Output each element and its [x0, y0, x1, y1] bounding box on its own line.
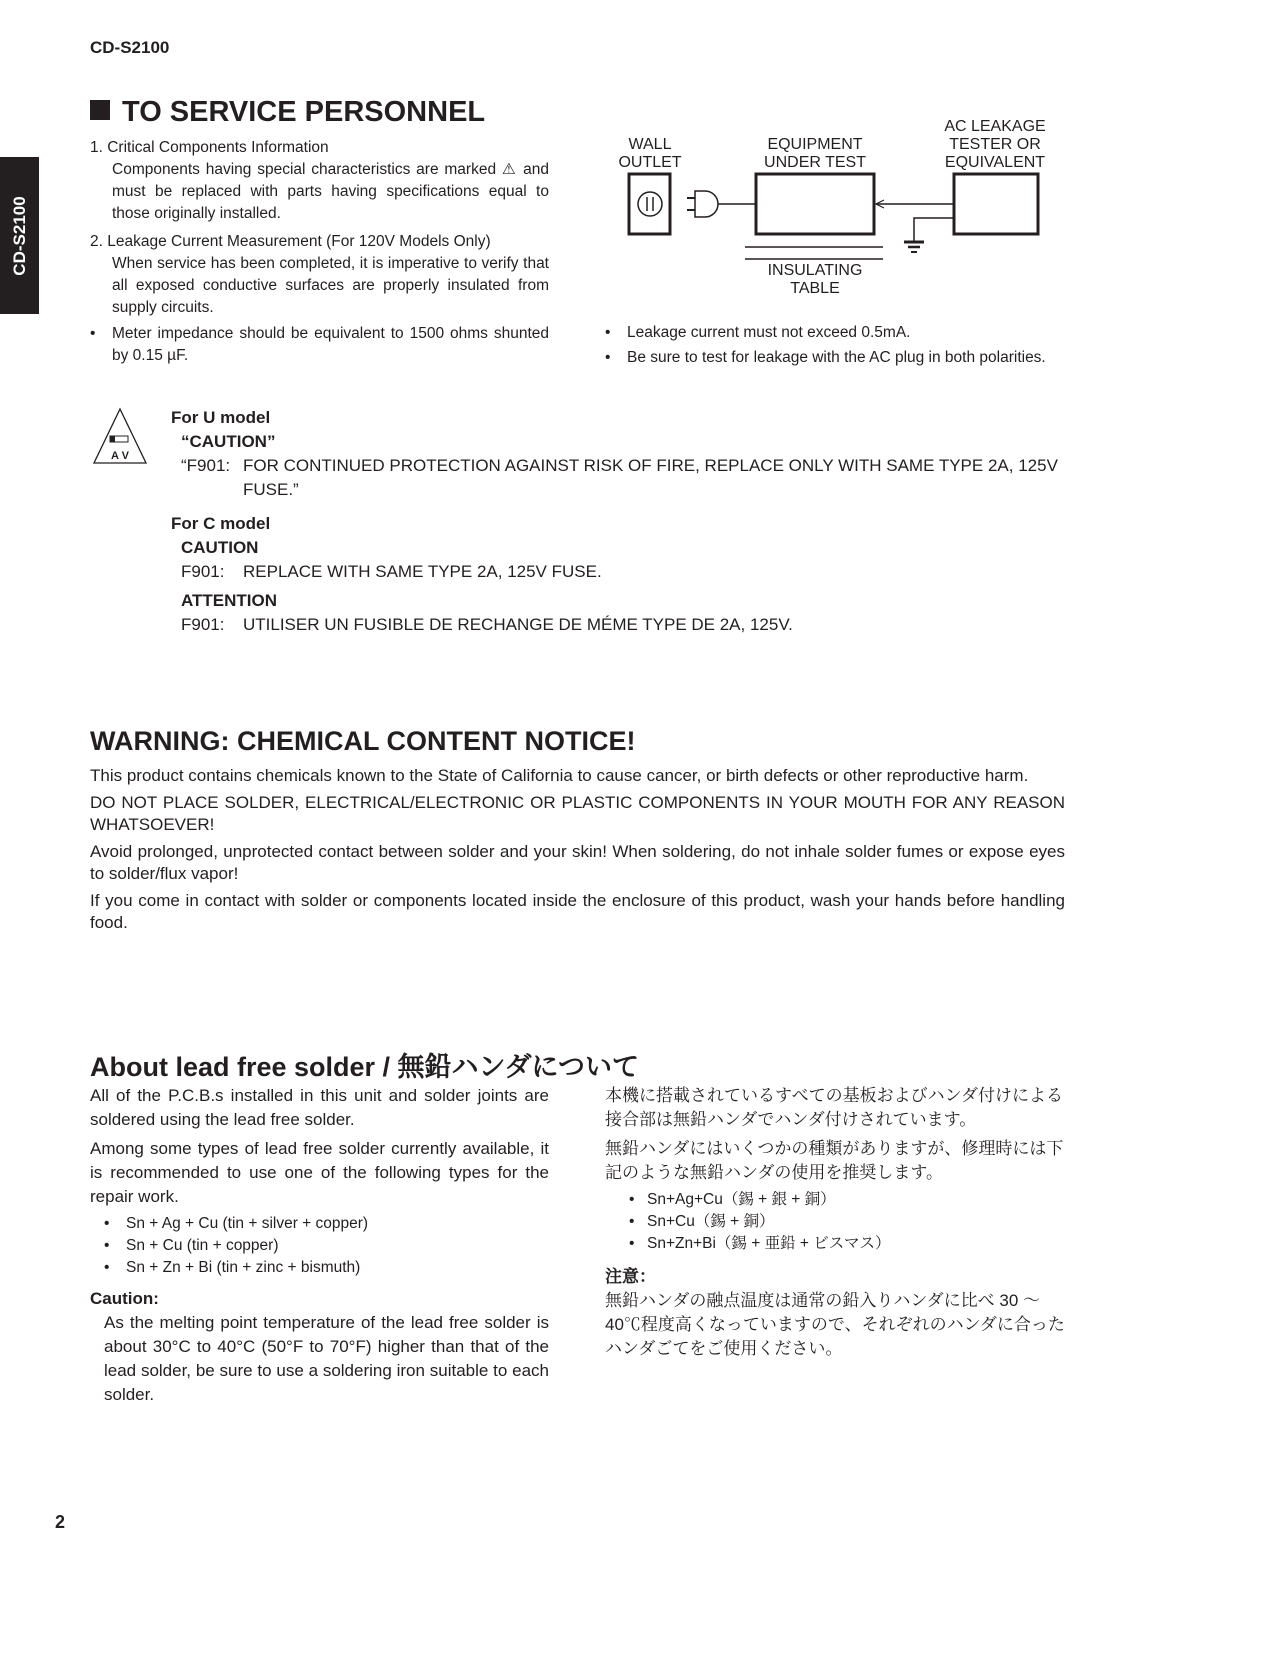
lead-jp-list — [605, 1189, 1065, 1255]
insulating-table-icon — [745, 247, 883, 259]
list-text: Sn+Cu（錫 + 銅） — [647, 1213, 775, 1230]
side-tab — [0, 157, 39, 314]
list-item: • Sn+Ag+Cu（錫 + 銀 + 銅） — [629, 1189, 1065, 1211]
item2-text: When service has been completed, it is imperative to verify that all exposed conductive surfaces are properly insulated from supply circuits. — [112, 255, 549, 316]
warning-paragraph: Avoid prolonged, unprotected contact between solder and your skin! When soldering, do not inhale solder fumes or expose eyes to solder/flux vapor! — [90, 842, 1065, 883]
fuse-text: UTILISER UN FUSIBLE DE RECHANGE DE MÉME TYPE DE 2A, 125V. — [243, 615, 793, 634]
fuse-symbol-label: A V — [111, 450, 129, 462]
fuse-warning-icon — [92, 407, 148, 467]
leakage-bullets — [605, 320, 1075, 370]
page-number: 2 — [55, 1512, 66, 1532]
warning-title: WARNING: CHEMICAL CONTENT NOTICE! — [90, 726, 636, 756]
lead-jp — [605, 1084, 1065, 1361]
list-item: • Sn+Zn+Bi（錫 + 亜鉛 + ビスマス） — [629, 1233, 1065, 1255]
list-text: Sn+Ag+Cu（錫 + 銀 + 銅） — [647, 1191, 836, 1208]
bullet-text: Be sure to test for leakage with the AC plug in both polarities. — [627, 349, 1046, 366]
fuse-key: F901: — [181, 562, 225, 581]
c-caution-label: CAUTION — [181, 538, 259, 557]
u-fuse-line — [171, 454, 1065, 502]
lead-jp-caution-label: 注意： — [605, 1267, 656, 1286]
warning-paragraph: This product contains chemicals known to the State of California to cause cancer, or birth defects or other reproductive harm. — [90, 766, 1029, 785]
warning-text — [90, 765, 1065, 939]
lead-en-p1: All of the P.C.B.s installed in this unit and solder joints are soldered using the lead free solder. — [90, 1086, 549, 1129]
list-item: • Sn + Zn + Bi (tin + zinc + bismuth) — [104, 1257, 549, 1279]
lead-jp-caution-text: 無鉛ハンダの融点温度は通常の鉛入りハンダに比べ 30 〜 40℃程度高くなっていますので、それぞれのハンダに合ったハンダごてをご使用ください。 — [605, 1291, 1065, 1358]
square-bullet-icon — [90, 100, 110, 120]
u-caution-label: “CAUTION” — [181, 432, 276, 451]
list-text: Sn + Ag + Cu (tin + silver + copper) — [126, 1215, 369, 1232]
lead-en-p2: Among some types of lead free solder currently available, it is recommended to use one of the following types for the repair work. — [90, 1139, 549, 1206]
fuse-text: REPLACE WITH SAME TYPE 2A, 125V FUSE. — [243, 562, 602, 581]
warning-paragraph: If you come in contact with solder or components located inside the enclosure of this product, wash your hands before handling food. — [90, 891, 1065, 932]
lead-jp-p2: 無鉛ハンダにはいくつかの種類がありますが、修理時には下記のような無鉛ハンダの使用を推奨します。 — [605, 1139, 1064, 1182]
service-text — [90, 137, 549, 367]
list-item: • Sn + Ag + Cu (tin + silver + copper) — [104, 1213, 549, 1235]
leakage-diagram — [600, 165, 1060, 265]
equipment-box — [756, 174, 874, 234]
caution-block — [171, 406, 1065, 637]
side-tab-label: CD-S2100 — [9, 195, 29, 276]
bullet-meter: • Meter impedance should be equivalent to 1500 ohms shunted by 0.15 µF. — [90, 323, 549, 367]
item1-text: Components having special characteristics are marked ⚠ and must be replaced with parts having specifications equal to those originally installed. — [112, 161, 549, 222]
u-model-label: For U model — [171, 408, 271, 427]
bullet-item: • Leakage current must not exceed 0.5mA. — [605, 320, 1075, 345]
warning-paragraph: DO NOT PLACE SOLDER, ELECTRICAL/ELECTRONIC OR PLASTIC COMPONENTS IN YOUR MOUTH FOR ANY REASON WHATSOEVER! — [90, 793, 1065, 834]
c-attention-label: ATTENTION — [181, 591, 278, 610]
list-item: • Sn + Cu (tin + copper) — [104, 1235, 549, 1257]
lead-en-list — [90, 1213, 549, 1279]
service-title-text: TO SERVICE PERSONNEL — [122, 96, 486, 128]
lead-en — [90, 1084, 549, 1407]
item1-title: 1. Critical Components Information — [90, 139, 329, 156]
c-fuse-line — [171, 560, 1065, 584]
list-text: Sn + Cu (tin + copper) — [126, 1237, 279, 1254]
bullet-text: Leakage current must not exceed 0.5mA. — [627, 324, 911, 341]
c-model-label: For C model — [171, 514, 271, 533]
fuse-key: “F901: — [181, 456, 231, 475]
fuse-key: F901: — [181, 615, 225, 634]
ground-icon — [904, 242, 924, 252]
service-title — [90, 96, 485, 129]
list-text: Sn + Zn + Bi (tin + zinc + bismuth) — [126, 1259, 361, 1276]
wall-outlet-label: WALL OUTLET — [618, 136, 682, 171]
wall-outlet-icon — [629, 174, 670, 234]
lead-caution-text: As the melting point temperature of the lead free solder is about 30°C to 40°C (50°F to 70°F) higher than that of the lead solder, be sure to use a soldering iron suitable to each solder. — [104, 1313, 549, 1404]
c-fuse-line-fr — [171, 613, 1065, 637]
fuse-text: FOR CONTINUED PROTECTION AGAINST RISK OF FIRE, REPLACE ONLY WITH SAME TYPE 2A, 125V FUSE.” — [243, 456, 1058, 499]
model-header: CD-S2100 — [90, 38, 170, 57]
item2-title: 2. Leakage Current Measurement (For 120V Models Only) — [90, 233, 491, 250]
list-text: Sn+Zn+Bi（錫 + 亜鉛 + ビスマス） — [647, 1235, 891, 1252]
bullet-text: Meter impedance should be equivalent to 1500 ohms shunted by 0.15 µF. — [112, 325, 549, 364]
equipment-label: EQUIPMENT UNDER TEST — [764, 136, 866, 171]
insulating-table-label: INSULATING TABLE — [767, 262, 863, 297]
lead-caution-label: Caution: — [90, 1289, 159, 1308]
lead-jp-p1: 本機に搭載されているすべての基板およびハンダ付けによる接合部は無鉛ハンダでハンダ付けされています。 — [605, 1086, 1063, 1129]
list-item: • Sn+Cu（錫 + 銅） — [629, 1211, 1065, 1233]
tester-box — [954, 174, 1038, 234]
bullet-item: • Be sure to test for leakage with the AC plug in both polarities. — [605, 345, 1075, 370]
plug-icon — [687, 191, 756, 217]
tester-label: AC LEAKAGE TESTER OR EQUIVALENT — [944, 118, 1046, 171]
lead-free-title: About lead free solder / 無鉛ハンダについて — [90, 1052, 639, 1082]
